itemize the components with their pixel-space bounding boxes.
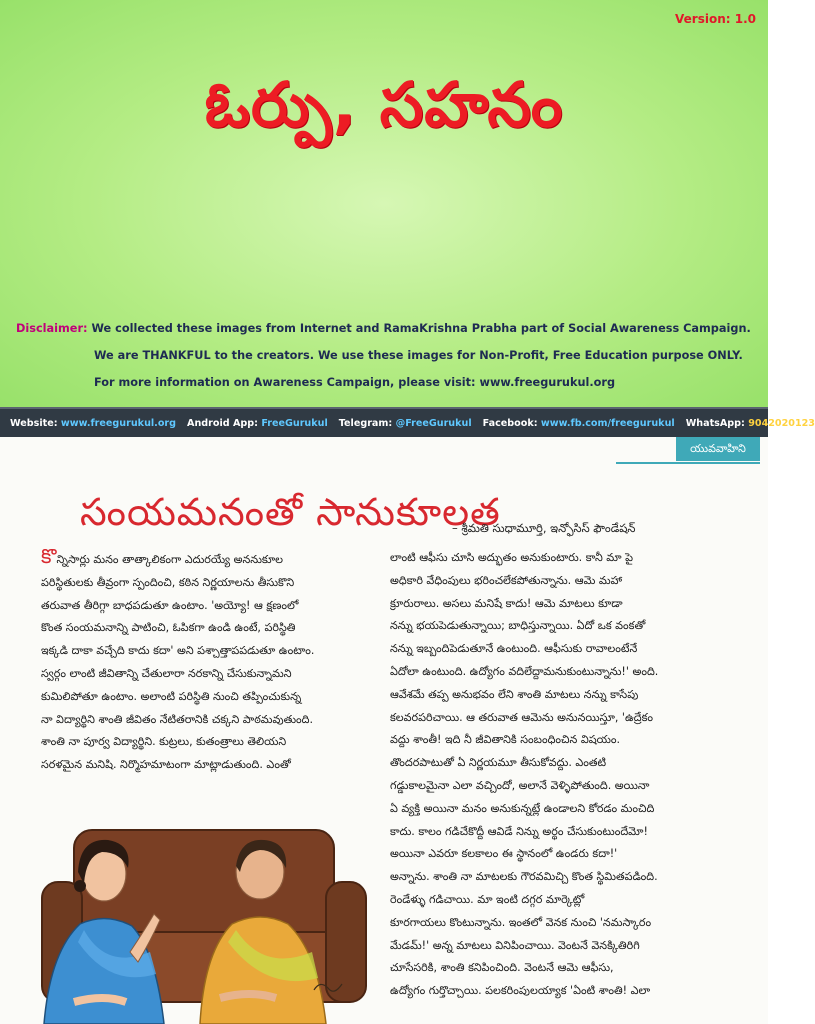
contact-strip — [0, 407, 815, 437]
android-label: Android App: — [187, 417, 258, 429]
article-line: అయినా ఎవరూ కలకాలం ఈ స్థానంలో ఉండరు కదా!' — [390, 847, 618, 861]
website-link[interactable]: www.freegurukul.org — [60, 417, 177, 429]
article-line: నా విద్యార్థిని శాంతి జీవితం నేటితరానికి చక్కని పాఠమవుతుంది. — [41, 712, 314, 726]
article-line: నన్ను భయపెడుతున్నాయి; బాధిస్తున్నాయి. ఏదో ఒక వంకతో — [390, 619, 646, 633]
two-women-illustration — [14, 802, 370, 1024]
article-line: ఉద్యోగం గుర్తొచ్చాయి. పలకరింపులయ్యాక 'ఏంటి శాంతి! ఎలా — [390, 984, 651, 998]
article-line: ఆవేశమే తప్ప అనుభవం లేని శాంతి మాటలు నన్ను కాసేపు — [390, 687, 639, 701]
telegram-link[interactable]: @FreeGurukul — [395, 417, 472, 429]
article-line: శాంతి నా పూర్వ విద్యార్థిని. కుట్రలు, కుతంత్రాలు తెలియని — [41, 735, 287, 749]
article-line: కుమిలిపోతూ ఉంటాం. అలాంటి పరిస్థితి నుంచి తప్పించుకున్న — [41, 689, 302, 703]
article-line: చూసేసరికి, శాంతి కనిపించింది. వెంటనే ఆమె ఆఫీసు, — [390, 961, 614, 975]
website-item — [10, 418, 176, 429]
article-page — [0, 437, 768, 1024]
facebook-label: Facebook: — [482, 417, 538, 429]
article-title: సంయమనంతో సానుకూలత — [80, 490, 501, 534]
banner-title: ఓర్పు, సహనం — [204, 68, 564, 141]
disclaimer-line-1 — [16, 315, 761, 342]
sofa-arm-right — [326, 882, 366, 1002]
facebook-link[interactable]: www.fb.com/freegurukul — [540, 417, 675, 429]
article-line: పరిస్థితులకు తీవ్రంగా స్పందించి, కఠిన నిర్ణయాలను తీసుకొని — [41, 575, 295, 589]
android-item — [187, 418, 328, 429]
drop-cap: కొ — [41, 544, 57, 568]
telegram-label: Telegram: — [338, 417, 393, 429]
disclaimer-line-2: We are THANKFUL to the creators. We use these images for Non-Profit, Free Education purpose ONLY. — [94, 349, 743, 362]
whatsapp-number[interactable]: 9042020123 — [748, 417, 815, 429]
article-line: సరళమైన మనిషి. నిర్మొహమాటంగా మాట్లాడుతుంది. ఎంతో — [41, 758, 291, 772]
telegram-item — [339, 418, 472, 429]
article-line: క్రూరురాలు. అసలు మనిషే కాదు! ఆమె మాటలు కూడా — [390, 596, 623, 610]
version-label: Version: 1.0 — [675, 12, 756, 26]
article-line: అధికారి వేధింపులు భరించలేకపోతున్నాను. ఆమె మహా — [390, 573, 623, 587]
article-line-text: న్నిసార్లు మనం తాత్కాలికంగా ఎదురయ్యే అననుకూల — [56, 553, 283, 566]
whatsapp-label: WhatsApp: — [685, 417, 745, 429]
disclaimer-block — [16, 315, 761, 396]
disclaimer-text-1: We collected these images from Internet and RamaKrishna Prabha part of Social Awareness Campaign. — [91, 322, 751, 335]
article-line: వద్దు శాంతీ! ఇది నీ జీవితానికి సంబంధించిన విషయం. — [390, 733, 621, 747]
article-column-right — [390, 547, 740, 1003]
top-banner — [0, 0, 768, 407]
disclaimer-label: Disclaimer: — [16, 322, 88, 335]
article-line: స్వర్గం లాంటి జీవితాన్ని చేతులారా నరకాన్ని చేసుకున్నామని — [41, 666, 292, 680]
article-line — [41, 544, 375, 572]
article-line: కొంత సంయమనాన్ని పాటించి, ఓపికగా ఉండి ఉంటే, పరిస్థితి — [41, 621, 296, 635]
article-line: అన్నాను. శాంతి నా మాటలకు గౌరవమిచ్చి కొంత స్థిమితపడింది. — [390, 870, 658, 884]
section-tag: యువవాహిని — [676, 437, 760, 461]
article-line: కాదు. కాలం గడిచేకొద్దీ ఆవిడే నిన్ను అర్థం చేసుకుంటుందేమో! — [390, 824, 648, 838]
article-line: లాంటి ఆఫీసు చూసి అద్భుతం అనుకుంటారు. కానీ మా పై — [390, 551, 634, 564]
website-label: Website: — [10, 417, 58, 429]
article-line: తరువాత తీరిగ్గా బాధపడుతూ ఉంటాం. 'అయ్యో! ఆ క్షణంలో — [41, 598, 299, 612]
article-line: మేడమ్!' అన్న మాటలు వినిపించాయి. వెంటనే వెనక్కితిరిగి — [390, 938, 640, 952]
article-line: కలవరపరిచాయి. ఆ తరువాత ఆమెను అనునయిస్తూ, 'ఉద్రేకం — [390, 710, 654, 724]
article-line: నన్ను ఇబ్బందిపెడుతూనే ఉంటుంది. ఆఫీసుకు రావాలంటేనే — [390, 642, 638, 656]
article-line: కూరగాయలు కొంటున్నాను. ఇంతలో వెనక నుంచి 'నమస్కారం — [390, 915, 652, 929]
facebook-item — [483, 418, 675, 429]
article-author: – శ్రీమతి సుధామూర్తి, ఇన్ఫోసిస్ ఫౌండేషన్ — [452, 521, 636, 535]
whatsapp-item — [686, 418, 815, 429]
android-link[interactable]: FreeGurukul — [261, 417, 328, 429]
article-line: ఇక్కడి దాకా వచ్చేది కాదు కదా' అని పశ్చాత్తాపపడుతూ ఉంటాం. — [41, 644, 315, 658]
article-line: రెండేళ్ళు గడిచాయి. మా ఇంటి దగ్గర మార్కెట్లో — [390, 892, 585, 906]
disclaimer-line-3: For more information on Awareness Campaign, please visit: www.freegurukul.org — [94, 376, 616, 389]
article-line: ఏ వ్యక్తి అయినా మనం అనుకున్నట్లే ఉండాలని కోరడం మంచిది — [390, 801, 655, 815]
article-line: తొందరపాటుతో ఏ నిర్ణయమూ తీసుకోవద్దు. ఎంతటి — [390, 756, 607, 770]
article-line: గడ్డుకాలమైనా ఎలా వచ్చిందో, అలానే వెళ్ళిపోతుంది. అయినా — [390, 778, 650, 792]
article-column-left — [41, 544, 375, 777]
article-line: ఏదోలా ఉంటుంది. ఉద్యోగం వదిలేద్దామనుకుంటున్నాను!' అంది. — [390, 664, 659, 678]
